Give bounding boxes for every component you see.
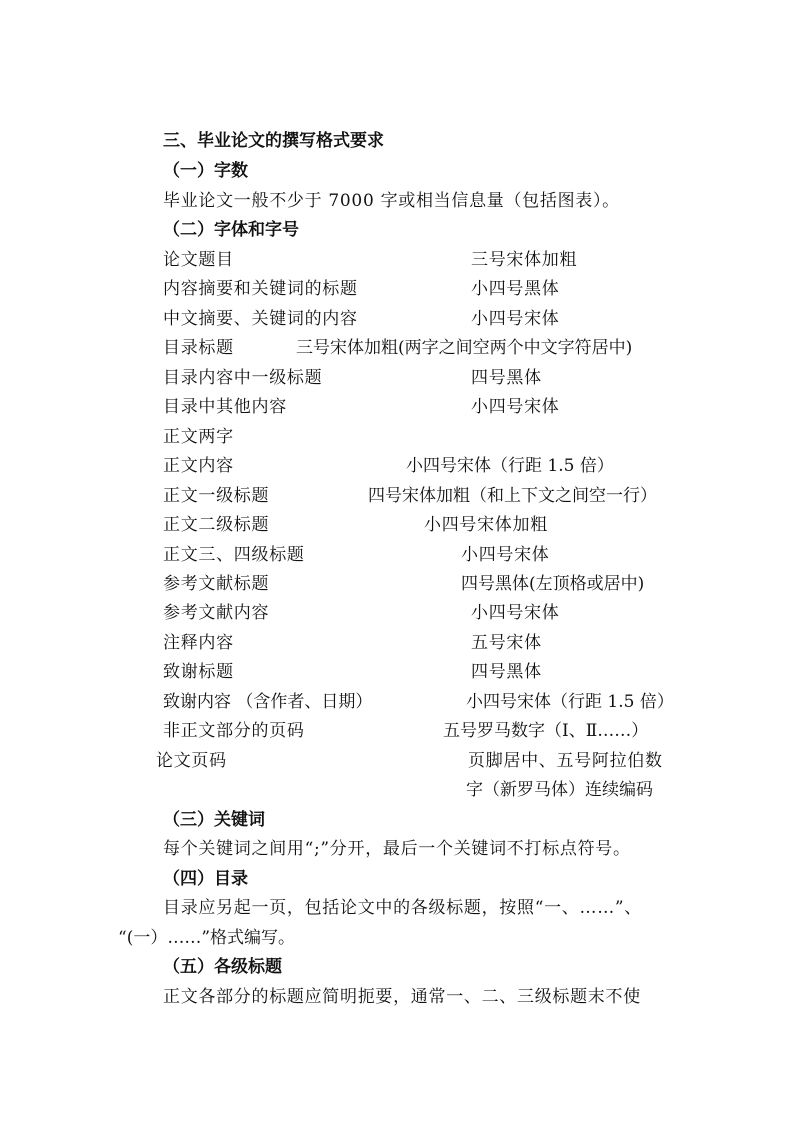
font-row-label: 参考文献标题 (163, 574, 270, 594)
paragraph-word-count: 毕业论文一般不少于 7000 字或相当信息量（包括图表）。 (163, 191, 620, 211)
font-row-label: 正文二级标题 (163, 515, 270, 535)
font-row-value: 五号宋体 (471, 633, 542, 653)
font-row-label: 注释内容 (163, 633, 234, 653)
font-row-value: 三号宋体加粗 (471, 250, 578, 270)
font-row-label: 中文摘要、关键词的内容 (163, 309, 358, 329)
paragraph-toc-line1: 目录应另起一页，包括论文中的各级标题，按照“一、……”、 (163, 898, 642, 918)
paragraph-toc-line2: “(一）……”格式编写。 (118, 928, 296, 948)
font-row-label: 致谢标题 (163, 662, 234, 682)
font-row-label: 正文一级标题 (163, 486, 270, 506)
font-row-value: 三号宋体加粗(两字之间空两个中文字符居中) (296, 338, 633, 358)
font-row-label: 正文内容 (163, 456, 234, 476)
heading-levels: （五）各级标题 (163, 957, 282, 977)
font-row-label: 内容摘要和关键词的标题 (163, 279, 358, 299)
font-row-value: 小四号宋体加粗 (424, 515, 548, 535)
font-row-label: 非正文部分的页码 (163, 721, 305, 741)
font-row-value: 五号罗马数字（Ⅰ、Ⅱ……） (443, 721, 649, 741)
font-row-value: 字（新罗马体）连续编码 (466, 780, 653, 800)
font-row-value: 小四号宋体（行距 1.5 倍） (406, 456, 614, 476)
section-title: 三、毕业论文的撰写格式要求 (163, 131, 384, 151)
font-row-value: 小四号宋体 (471, 603, 560, 623)
font-row-label: 正文三、四级标题 (163, 545, 305, 565)
font-row-value: 四号宋体加粗（和上下文之间空一行） (368, 486, 657, 506)
font-row-label: 论文页码 (156, 751, 227, 771)
font-row-value: 小四号宋体 (471, 309, 560, 329)
font-row-value: 小四号黑体 (471, 279, 560, 299)
paragraph-levels-line1: 正文各部分的标题应简明扼要，通常一、二、三级标题末不使 (163, 987, 641, 1007)
font-row-value: 小四号宋体 (461, 545, 550, 565)
font-row-value: 小四号宋体（行距 1.5 倍） (466, 692, 674, 712)
font-row-value: 四号黑体(左顶格或居中) (461, 574, 645, 594)
font-row-label: 论文题目 (163, 250, 234, 270)
heading-keywords: （三）关键词 (163, 810, 265, 830)
font-row-value: 小四号宋体 (471, 397, 560, 417)
font-row-label: 参考文献内容 (163, 603, 270, 623)
heading-toc: （四）目录 (163, 869, 248, 889)
font-row-label: 目录内容中一级标题 (163, 368, 323, 388)
heading-font-size: （二）字体和字号 (163, 220, 299, 240)
heading-word-count: （一）字数 (163, 161, 248, 181)
font-row-value: 四号黑体 (471, 368, 542, 388)
font-row-value: 四号黑体 (471, 662, 542, 682)
font-row-label: 致谢内容 （含作者、日期） (163, 692, 373, 712)
font-row-value: 页脚居中、五号阿拉伯数 (468, 751, 663, 771)
paragraph-keywords: 每个关键词之间用“;”分开，最后一个关键词不打标点符号。 (163, 839, 631, 859)
font-row-label: 目录中其他内容 (163, 397, 287, 417)
font-row-label: 正文两字 (163, 427, 234, 447)
font-row-label: 目录标题 (163, 338, 234, 358)
